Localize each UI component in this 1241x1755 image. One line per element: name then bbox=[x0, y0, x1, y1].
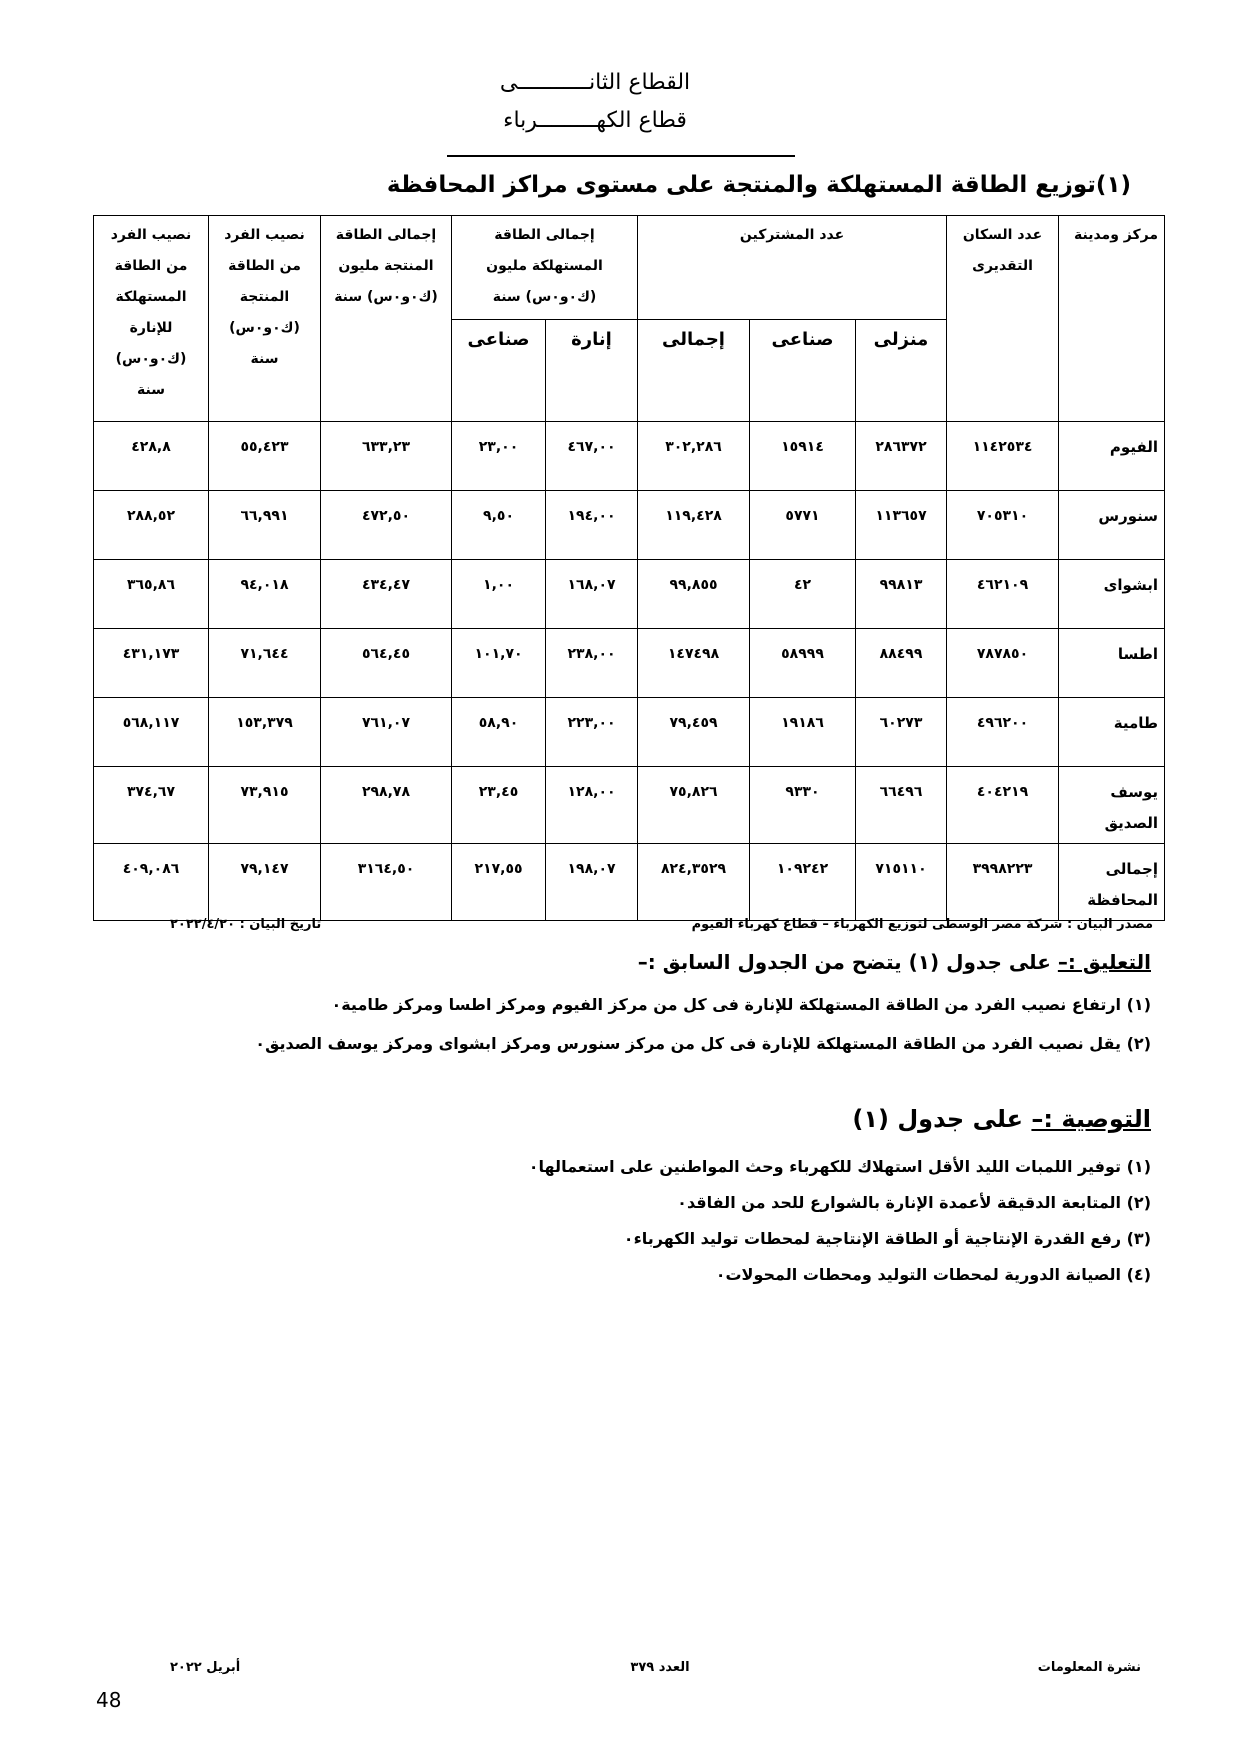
share-lighting-cell: ٣٧٤,٦٧ bbox=[94, 767, 209, 844]
produced-energy-cell: ٥٦٤,٤٥ bbox=[321, 629, 452, 698]
industrial-subscribers-cell: ٥٧٧١ bbox=[750, 491, 856, 560]
header-share-produced: نصيب الفرد من الطاقة المنتجة (ك٠و٠س) سنة bbox=[209, 216, 321, 422]
center-name: يوسف الصديق bbox=[1059, 767, 1165, 844]
table-row bbox=[94, 629, 1165, 698]
home-subscribers-cell: ٨٨٤٩٩ bbox=[856, 629, 947, 698]
share-produced-cell: ٧١,٦٤٤ bbox=[209, 629, 321, 698]
population-cell: ٤٦٢١٠٩ bbox=[947, 560, 1059, 629]
center-name: إجمالى المحافظة bbox=[1059, 844, 1165, 921]
produced-energy-cell: ٤٣٤,٤٧ bbox=[321, 560, 452, 629]
lighting-consumption-cell: ١٢٨,٠٠ bbox=[546, 767, 638, 844]
table-row bbox=[94, 844, 1165, 921]
share-lighting-cell: ٣٦٥,٨٦ bbox=[94, 560, 209, 629]
population-cell: ٧٨٧٨٥٠ bbox=[947, 629, 1059, 698]
comment-intro: على جدول (١) يتضح من الجدول السابق :– bbox=[637, 950, 1051, 974]
industrial-consumption-cell: ٥٨,٩٠ bbox=[452, 698, 546, 767]
lighting-consumption-cell: ١٩٤,٠٠ bbox=[546, 491, 638, 560]
share-produced-cell: ٥٥,٤٢٣ bbox=[209, 422, 321, 491]
footer-publication: نشرة المعلومات bbox=[1037, 1660, 1141, 1675]
share-lighting-cell: ٢٨٨,٥٢ bbox=[94, 491, 209, 560]
center-name: طامية bbox=[1059, 698, 1165, 767]
data-date: تاريخ البيان : ٢٠٢٢/٤/٢٠ bbox=[170, 917, 322, 932]
lighting-consumption-cell: ١٦٨,٠٧ bbox=[546, 560, 638, 629]
recommendation-item: (٢) المتابعة الدقيقة لأعمدة الإنارة بالشوارع للحد من الفاقد٠ bbox=[677, 1193, 1151, 1212]
produced-energy-cell: ٣١٦٤,٥٠ bbox=[321, 844, 452, 921]
footer-issue: العدد ٣٧٩ bbox=[630, 1660, 690, 1675]
total-subscribers-cell: ٧٥,٨٢٦ bbox=[638, 767, 750, 844]
comment-label: التعليق :– bbox=[1057, 950, 1151, 974]
produced-energy-cell: ٤٧٢,٥٠ bbox=[321, 491, 452, 560]
population-cell: ١١٤٢٥٣٤ bbox=[947, 422, 1059, 491]
header-sub-industrial: صناعى bbox=[750, 320, 856, 422]
lighting-consumption-cell: ٢٣٨,٠٠ bbox=[546, 629, 638, 698]
center-name: اطسا bbox=[1059, 629, 1165, 698]
table-title: (١)توزيع الطاقة المستهلكة والمنتجة على مستوى مراكز المحافظة bbox=[386, 172, 1131, 198]
energy-distribution-table bbox=[93, 215, 1165, 921]
population-cell: ٤٠٤٢١٩ bbox=[947, 767, 1059, 844]
industrial-subscribers-cell: ١٩١٨٦ bbox=[750, 698, 856, 767]
industrial-consumption-cell: ١٠١,٧٠ bbox=[452, 629, 546, 698]
comment-item: (٢) يقل نصيب الفرد من الطاقة المستهلكة للإنارة فى كل من مركز سنورس ومركز ابشواى ومركز يوسف الصديق٠ bbox=[255, 1034, 1151, 1053]
produced-energy-cell: ٧٦١,٠٧ bbox=[321, 698, 452, 767]
recommendation-item: (٣) رفع القدرة الإنتاجية أو الطاقة الإنتاجية لمحطات توليد الكهرباء٠ bbox=[623, 1229, 1151, 1248]
header-share-lighting: نصيب الفرد من الطاقة المستهلكة للإنارة (ك٠و٠س) سنة bbox=[94, 216, 209, 422]
lighting-consumption-cell: ١٩٨,٠٧ bbox=[546, 844, 638, 921]
share-lighting-cell: ٤٢٨,٨ bbox=[94, 422, 209, 491]
total-subscribers-cell: ٨٢٤,٣٥٢٩ bbox=[638, 844, 750, 921]
header-subscribers: عدد المشتركين bbox=[638, 216, 947, 320]
table-row bbox=[94, 422, 1165, 491]
industrial-subscribers-cell: ١٥٩١٤ bbox=[750, 422, 856, 491]
recommendation-item: (١) توفير اللمبات الليد الأقل استهلاك للكهرباء وحث المواطنين على استعمالها٠ bbox=[528, 1157, 1151, 1176]
comment-item: (١) ارتفاع نصيب الفرد من الطاقة المستهلكة للإنارة فى كل من مركز الفيوم ومركز اطسا ومركز طامية٠ bbox=[331, 995, 1151, 1014]
header-sub-total: إجمالى bbox=[638, 320, 750, 422]
total-subscribers-cell: ١١٩,٤٢٨ bbox=[638, 491, 750, 560]
header-cons-lighting: إنارة bbox=[546, 320, 638, 422]
header-cons-industrial: صناعى bbox=[452, 320, 546, 422]
header-consumed: إجمالى الطاقة المستهلكة مليون (ك٠و٠س) سنة bbox=[452, 216, 638, 320]
recommendation-item: (٤) الصيانة الدورية لمحطات التوليد ومحطات المحولات٠ bbox=[715, 1265, 1151, 1284]
industrial-subscribers-cell: ٥٨٩٩٩ bbox=[750, 629, 856, 698]
table-row bbox=[94, 491, 1165, 560]
population-cell: ٤٩٦٢٠٠ bbox=[947, 698, 1059, 767]
home-subscribers-cell: ٩٩٨١٣ bbox=[856, 560, 947, 629]
industrial-subscribers-cell: ٤٢ bbox=[750, 560, 856, 629]
total-subscribers-cell: ١٤٧٤٩٨ bbox=[638, 629, 750, 698]
header-center: مركز ومدينة bbox=[1059, 216, 1165, 422]
share-produced-cell: ٩٤,٠١٨ bbox=[209, 560, 321, 629]
industrial-consumption-cell: ٢١٧,٥٥ bbox=[452, 844, 546, 921]
table-row bbox=[94, 560, 1165, 629]
recommendation-intro: على جدول (١) bbox=[852, 1105, 1024, 1133]
share-produced-cell: ٧٣,٩١٥ bbox=[209, 767, 321, 844]
produced-energy-cell: ٢٩٨,٧٨ bbox=[321, 767, 452, 844]
center-name: سنورس bbox=[1059, 491, 1165, 560]
industrial-consumption-cell: ١,٠٠ bbox=[452, 560, 546, 629]
share-lighting-cell: ٤٣١,١٧٣ bbox=[94, 629, 209, 698]
share-produced-cell: ١٥٣,٣٧٩ bbox=[209, 698, 321, 767]
industrial-subscribers-cell: ١٠٩٢٤٢ bbox=[750, 844, 856, 921]
industrial-consumption-cell: ٩,٥٠ bbox=[452, 491, 546, 560]
share-lighting-cell: ٤٠٩,٠٨٦ bbox=[94, 844, 209, 921]
lighting-consumption-cell: ٢٢٣,٠٠ bbox=[546, 698, 638, 767]
industrial-subscribers-cell: ٩٣٣٠ bbox=[750, 767, 856, 844]
comment-heading bbox=[638, 950, 1151, 974]
page-number: 48 bbox=[96, 1688, 122, 1712]
home-subscribers-cell: ١١٣٦٥٧ bbox=[856, 491, 947, 560]
title-divider bbox=[447, 155, 795, 157]
data-source: مصدر البيان : شركة مصر الوسطى لتوزيع الكهرباء – قطاع كهرباء الفيوم bbox=[691, 917, 1153, 932]
share-produced-cell: ٦٦,٩٩١ bbox=[209, 491, 321, 560]
footer-date: أبريل ٢٠٢٢ bbox=[170, 1660, 241, 1675]
home-subscribers-cell: ٧١٥١١٠ bbox=[856, 844, 947, 921]
home-subscribers-cell: ٦٦٤٩٦ bbox=[856, 767, 947, 844]
total-subscribers-cell: ٧٩,٤٥٩ bbox=[638, 698, 750, 767]
sector-title: القطاع الثانـــــــــــى bbox=[499, 70, 691, 95]
header-population: عدد السكان التقديرى bbox=[947, 216, 1059, 422]
table-row bbox=[94, 767, 1165, 844]
home-subscribers-cell: ٦٠٢٧٣ bbox=[856, 698, 947, 767]
center-name: الفيوم bbox=[1059, 422, 1165, 491]
recommendation-heading bbox=[852, 1105, 1151, 1133]
recommendation-label: التوصية :– bbox=[1031, 1105, 1151, 1133]
table-row bbox=[94, 698, 1165, 767]
header-produced: إجمالى الطاقة المنتجة مليون (ك٠و٠س) سنة bbox=[321, 216, 452, 422]
sector-subtitle: قطاع الكهـــــــــرباء bbox=[503, 108, 687, 133]
share-produced-cell: ٧٩,١٤٧ bbox=[209, 844, 321, 921]
population-cell: ٧٠٥٣١٠ bbox=[947, 491, 1059, 560]
population-cell: ٣٩٩٨٢٢٣ bbox=[947, 844, 1059, 921]
total-subscribers-cell: ٩٩,٨٥٥ bbox=[638, 560, 750, 629]
lighting-consumption-cell: ٤٦٧,٠٠ bbox=[546, 422, 638, 491]
center-name: ابشواى bbox=[1059, 560, 1165, 629]
home-subscribers-cell: ٢٨٦٣٧٢ bbox=[856, 422, 947, 491]
industrial-consumption-cell: ٢٣,٠٠ bbox=[452, 422, 546, 491]
industrial-consumption-cell: ٢٣,٤٥ bbox=[452, 767, 546, 844]
produced-energy-cell: ٦٣٣,٢٣ bbox=[321, 422, 452, 491]
header-sub-home: منزلى bbox=[856, 320, 947, 422]
share-lighting-cell: ٥٦٨,١١٧ bbox=[94, 698, 209, 767]
total-subscribers-cell: ٣٠٢,٢٨٦ bbox=[638, 422, 750, 491]
